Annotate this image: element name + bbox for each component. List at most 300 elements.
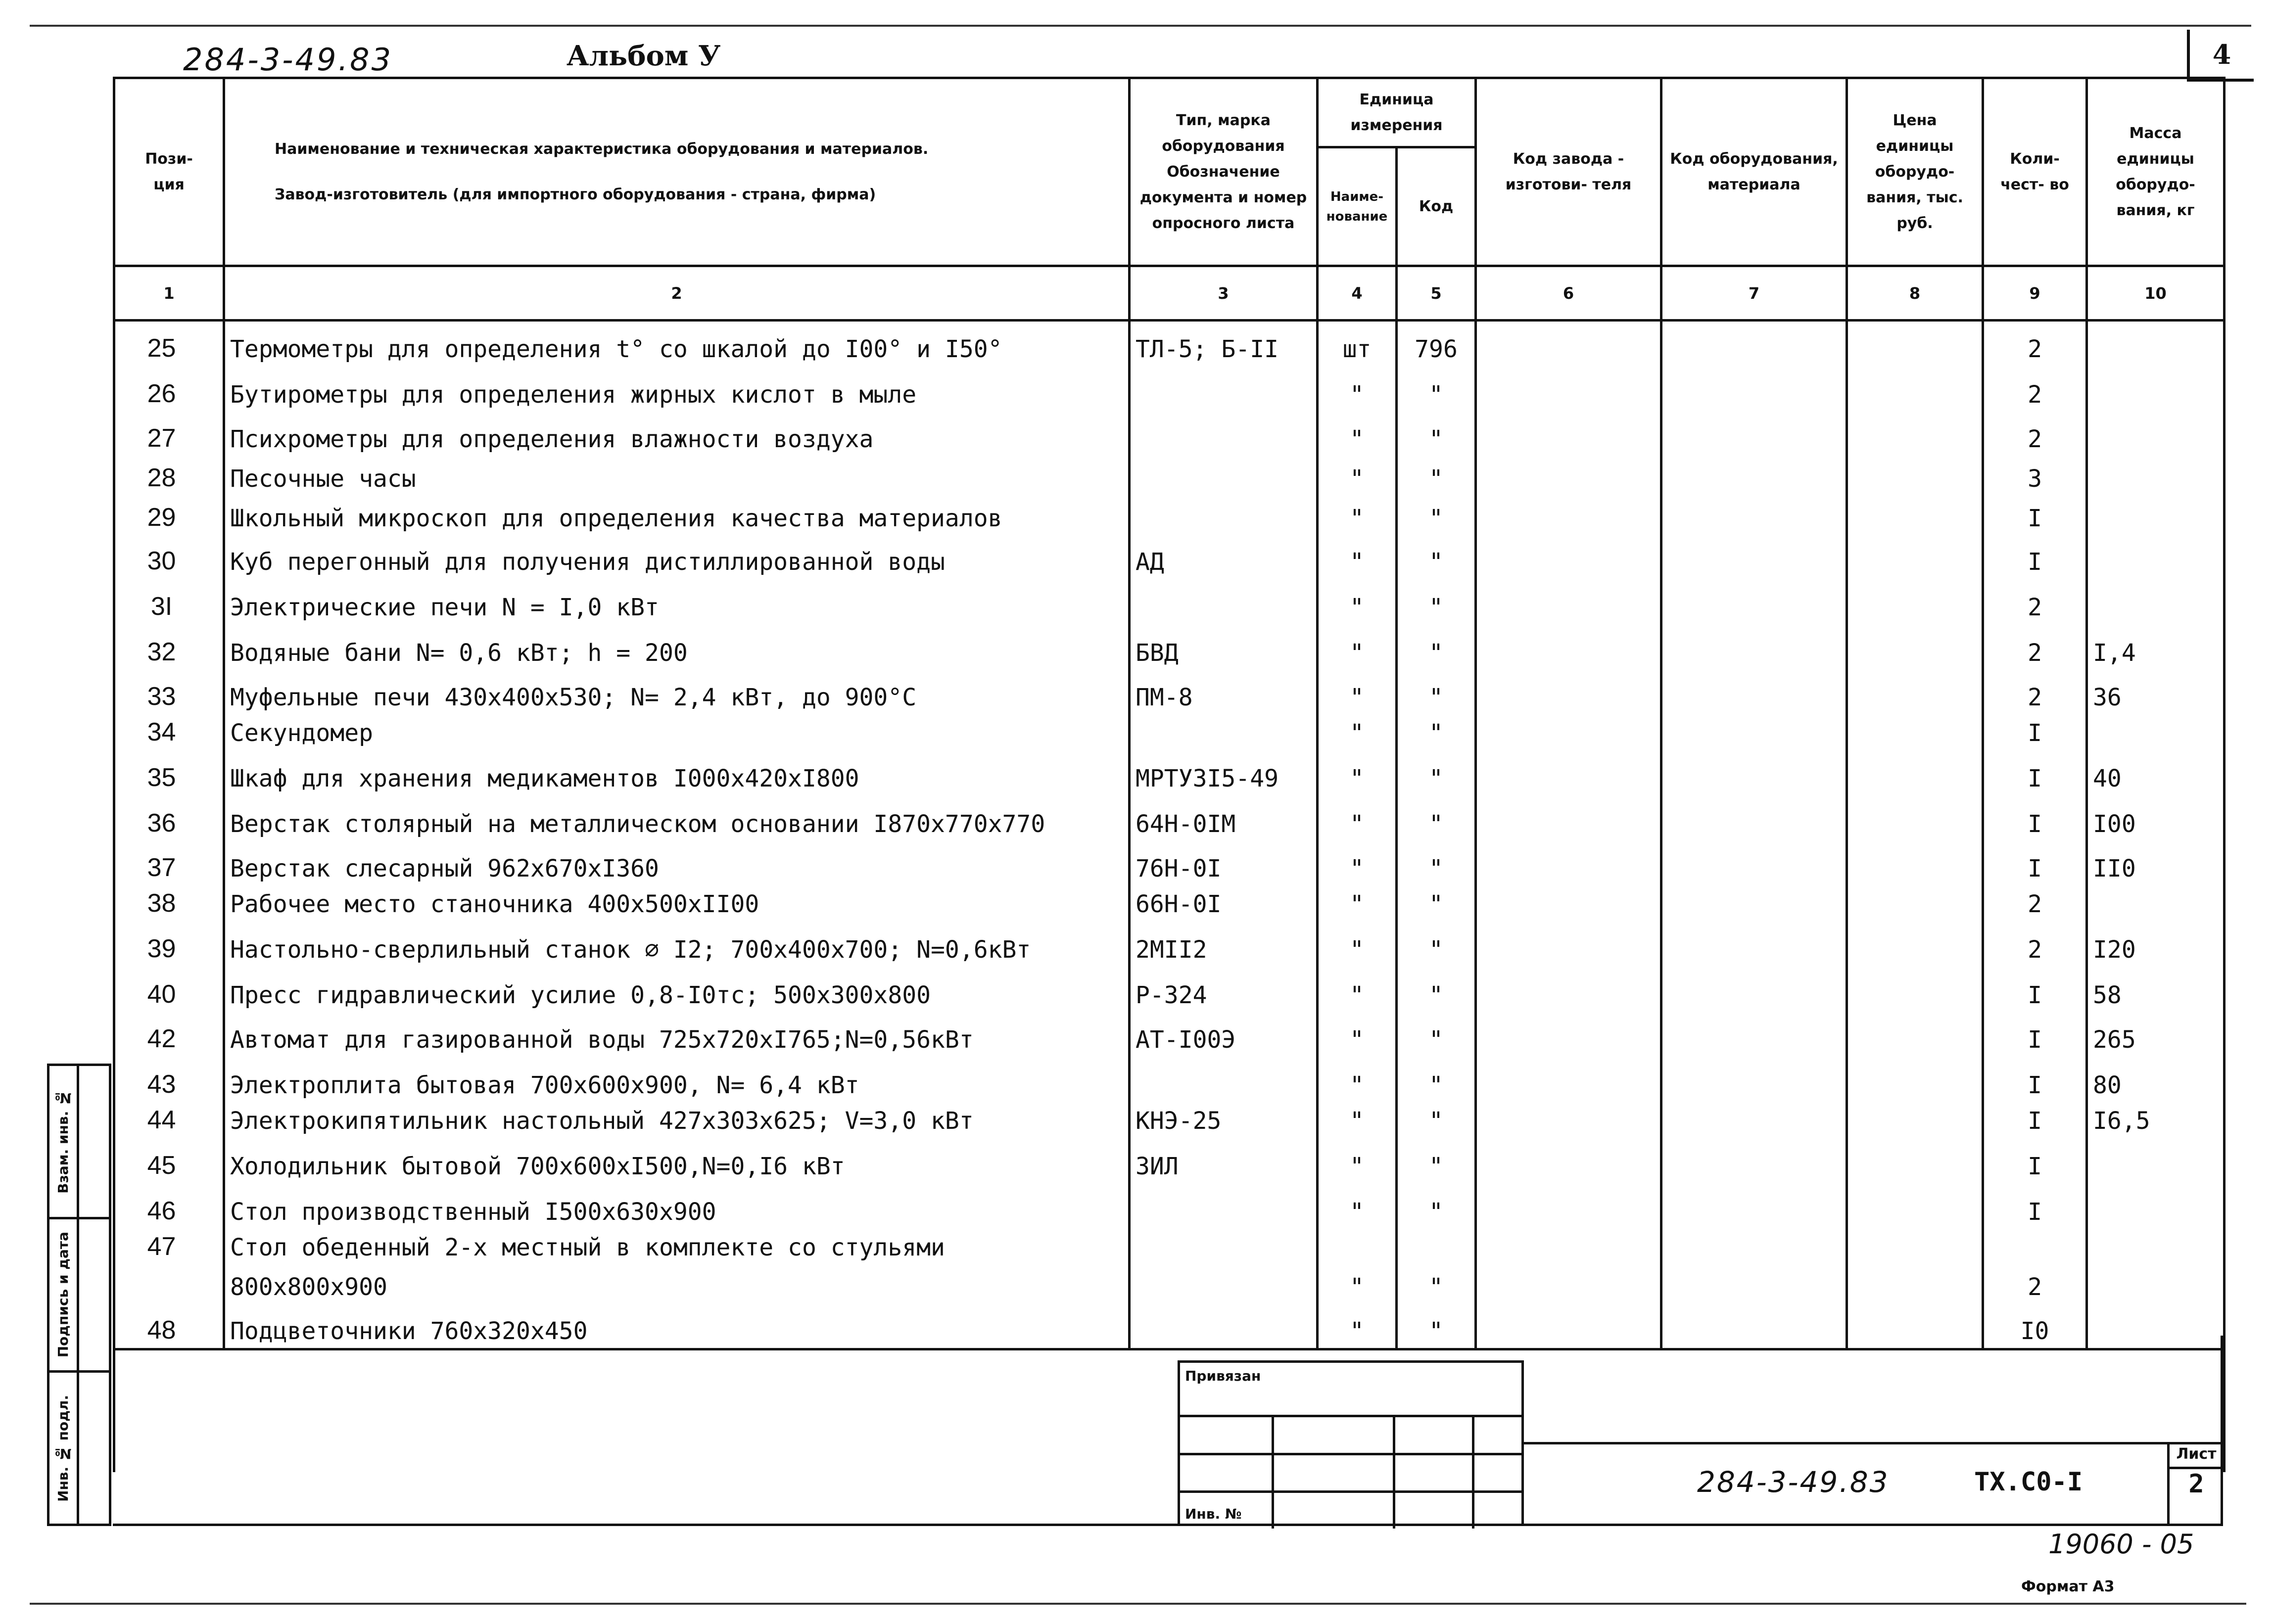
row-position: 37: [114, 841, 224, 885]
row-position: 26: [114, 366, 224, 412]
original-inv-label: Инв. № подл.: [55, 1394, 71, 1502]
attached-label: Привязан: [1185, 1368, 1261, 1384]
row-unit-code: ": [1397, 795, 1476, 841]
column-number: 9: [1983, 266, 2087, 321]
row-name: Муфельные печи 430x400x530; N= 2,4 кВт, до 900°С: [224, 670, 1130, 714]
row-unit-code: ": [1397, 412, 1476, 456]
row-name: Пресс гидравлический усилие 0,8-I0тс; 500x300x800: [224, 967, 1130, 1012]
row-price: [1847, 670, 1983, 714]
row-unit-code: 796: [1397, 321, 1476, 366]
header-position: Пози- ция: [114, 78, 224, 266]
row-equipment-code: [1661, 1229, 1847, 1264]
row-quantity: 3: [1983, 456, 2087, 496]
row-unit-code: ": [1397, 1304, 1476, 1349]
specification-table: [113, 77, 2226, 1472]
row-mass: [2087, 1229, 2225, 1264]
row-position: [114, 1264, 224, 1304]
row-type: 66Н-0I: [1130, 885, 1318, 921]
row-unit: ": [1318, 714, 1397, 750]
row-name: Шкаф для хранения медикаментов I000x420xI800: [224, 750, 1130, 795]
side-stamp-cell: [49, 1066, 77, 1219]
row-factory-code: [1476, 1012, 1661, 1057]
row-unit: ": [1318, 1138, 1397, 1183]
sheet-number-cell: [2167, 1442, 2223, 1526]
header-price: Цена единицы оборудо- вания, тыс. руб.: [1847, 78, 1983, 266]
row-factory-code: [1476, 535, 1661, 579]
row-unit-code: ": [1397, 456, 1476, 496]
table-row: [114, 456, 2225, 496]
table-row: [114, 795, 2225, 841]
row-unit: ": [1318, 750, 1397, 795]
side-stamp-cell: [49, 1373, 77, 1524]
row-quantity: 2: [1983, 885, 2087, 921]
table-row: [114, 412, 2225, 456]
inventory-number-label: Инв. №: [1185, 1506, 1242, 1522]
row-quantity: I: [1983, 967, 2087, 1012]
row-name: Бутирометры для определения жирных кислот в мыле: [224, 366, 1130, 412]
row-position: 25: [114, 321, 224, 366]
archive-number: 19060 - 05: [2048, 1529, 2194, 1560]
row-position: 30: [114, 535, 224, 579]
row-equipment-code: [1661, 321, 1847, 366]
row-type: ЗИЛ: [1130, 1138, 1318, 1183]
row-equipment-code: [1661, 1138, 1847, 1183]
row-quantity: I: [1983, 750, 2087, 795]
row-price: [1847, 321, 1983, 366]
row-position: 35: [114, 750, 224, 795]
row-unit-code: ": [1397, 1102, 1476, 1138]
header-equipment-code: Код оборудования, материала: [1661, 78, 1847, 266]
row-price: [1847, 795, 1983, 841]
row-unit-code: ": [1397, 1183, 1476, 1229]
row-position: 39: [114, 921, 224, 967]
side-stamp-cell: [49, 1219, 77, 1373]
row-type: [1130, 579, 1318, 624]
row-factory-code: [1476, 579, 1661, 624]
row-position: 45: [114, 1138, 224, 1183]
row-mass: [2087, 714, 2225, 750]
header-type: Тип, марка оборудования Обозначение документа и номер опросного листа: [1130, 78, 1318, 266]
row-name: Настольно-сверлильный станок ∅ I2; 700x400x700; N=0,6кВт: [224, 921, 1130, 967]
row-position: 44: [114, 1102, 224, 1138]
row-quantity: I: [1983, 1183, 2087, 1229]
column-number: 10: [2087, 266, 2225, 321]
row-price: [1847, 1304, 1983, 1349]
row-factory-code: [1476, 624, 1661, 670]
row-unit-code: ": [1397, 535, 1476, 579]
header-description: Наименование и техническая характеристика оборудования и материалов. Завод-изготовитель (для импортного оборудования - страна, фирма): [224, 78, 1130, 266]
title-block-mark: ТХ.С0-I: [1974, 1467, 2083, 1497]
row-equipment-code: [1661, 412, 1847, 456]
row-quantity: I: [1983, 841, 2087, 885]
table-row: [114, 321, 2225, 366]
row-equipment-code: [1661, 456, 1847, 496]
title-block-line: [1524, 1442, 2223, 1444]
row-equipment-code: [1661, 1183, 1847, 1229]
row-equipment-code: [1661, 714, 1847, 750]
row-type: ТЛ-5; Б-II: [1130, 321, 1318, 366]
row-factory-code: [1476, 496, 1661, 535]
row-type: АД: [1130, 535, 1318, 579]
table-row: [114, 535, 2225, 579]
table-row: [114, 750, 2225, 795]
row-unit: ": [1318, 456, 1397, 496]
row-quantity: 2: [1983, 579, 2087, 624]
row-quantity: I: [1983, 795, 2087, 841]
header-unit-group: Единица измерения: [1318, 78, 1476, 147]
row-equipment-code: [1661, 1012, 1847, 1057]
row-price: [1847, 1057, 1983, 1102]
row-mass: [2087, 535, 2225, 579]
row-equipment-code: [1661, 795, 1847, 841]
row-name: Рабочее место станочника 400x500xII00: [224, 885, 1130, 921]
row-quantity: I: [1983, 714, 2087, 750]
row-mass: [2087, 579, 2225, 624]
row-unit: ": [1318, 535, 1397, 579]
row-mass: [2087, 456, 2225, 496]
row-unit: шт: [1318, 321, 1397, 366]
table-filler-cell: [114, 1349, 2225, 1473]
row-price: [1847, 456, 1983, 496]
row-mass: I,4: [2087, 624, 2225, 670]
row-factory-code: [1476, 1138, 1661, 1183]
row-mass: [2087, 366, 2225, 412]
row-position: 29: [114, 496, 224, 535]
column-number: 5: [1397, 266, 1476, 321]
header-factory-code: Код завода - изготови- теля: [1476, 78, 1661, 266]
row-type: [1130, 1304, 1318, 1349]
row-unit: ": [1318, 795, 1397, 841]
row-position: 43: [114, 1057, 224, 1102]
row-mass: [2087, 1304, 2225, 1349]
row-unit-code: ": [1397, 1057, 1476, 1102]
row-unit: ": [1318, 624, 1397, 670]
column-number: 3: [1130, 266, 1318, 321]
row-unit: ": [1318, 841, 1397, 885]
row-unit-code: ": [1397, 1138, 1476, 1183]
row-price: [1847, 496, 1983, 535]
row-price: [1847, 1264, 1983, 1304]
row-mass: I00: [2087, 795, 2225, 841]
sheet-number: 2: [2188, 1469, 2204, 1499]
row-name: Секундомер: [224, 714, 1130, 750]
header-unit-code: Код: [1397, 147, 1476, 266]
row-name: Стол производственный I500x630x900: [224, 1183, 1130, 1229]
row-position: 36: [114, 795, 224, 841]
row-unit-code: ": [1397, 1264, 1476, 1304]
row-name: Автомат для газированной воды 725x720xI765;N=0,56кВт: [224, 1012, 1130, 1057]
row-quantity: 2: [1983, 412, 2087, 456]
row-unit-code: [1397, 1229, 1476, 1264]
row-type: [1130, 1229, 1318, 1264]
row-unit-code: ": [1397, 366, 1476, 412]
row-equipment-code: [1661, 670, 1847, 714]
row-price: [1847, 624, 1983, 670]
row-factory-code: [1476, 1264, 1661, 1304]
row-type: [1130, 1264, 1318, 1304]
row-price: [1847, 579, 1983, 624]
row-unit-code: ": [1397, 841, 1476, 885]
row-unit: ": [1318, 366, 1397, 412]
row-name: Песочные часы: [224, 456, 1130, 496]
row-price: [1847, 750, 1983, 795]
column-number: 6: [1476, 266, 1661, 321]
row-mass: [2087, 1183, 2225, 1229]
row-name: Куб перегонный для получения дистиллированной воды: [224, 535, 1130, 579]
paper-format: Формат А3: [2021, 1578, 2115, 1595]
row-position: 32: [114, 624, 224, 670]
side-stamp-labels: [49, 1066, 79, 1524]
side-stamp-blank: [79, 1066, 109, 1219]
row-price: [1847, 366, 1983, 412]
row-price: [1847, 714, 1983, 750]
side-stamp-blank-cells: [79, 1066, 109, 1524]
bottom-border-line: [30, 1603, 2246, 1605]
table-row: [114, 1012, 2225, 1057]
replacement-inv-label: Взам. инв. №: [55, 1089, 71, 1194]
row-quantity: 2: [1983, 321, 2087, 366]
row-factory-code: [1476, 841, 1661, 885]
row-quantity: I: [1983, 1057, 2087, 1102]
row-equipment-code: [1661, 885, 1847, 921]
row-equipment-code: [1661, 921, 1847, 967]
row-factory-code: [1476, 456, 1661, 496]
bottom-frame-line: [113, 1524, 2223, 1526]
row-position: 28: [114, 456, 224, 496]
table-row: [114, 579, 2225, 624]
row-unit-code: ": [1397, 1012, 1476, 1057]
top-border-line: [30, 25, 2251, 27]
row-name: Холодильник бытовой 700x600xI500,N=0,I6 кВт: [224, 1138, 1130, 1183]
table-row: [114, 1264, 2225, 1304]
table-row: [114, 496, 2225, 535]
row-unit: ": [1318, 412, 1397, 456]
row-price: [1847, 921, 1983, 967]
row-factory-code: [1476, 885, 1661, 921]
table-row: [114, 366, 2225, 412]
row-price: [1847, 1229, 1983, 1264]
row-price: [1847, 1183, 1983, 1229]
column-number: 2: [224, 266, 1130, 321]
row-unit: ": [1318, 670, 1397, 714]
table-row: [114, 1138, 2225, 1183]
row-price: [1847, 841, 1983, 885]
row-unit: [1318, 1229, 1397, 1264]
row-unit: ": [1318, 579, 1397, 624]
table-row: [114, 921, 2225, 967]
row-price: [1847, 967, 1983, 1012]
table-row: [114, 1183, 2225, 1229]
row-name: Школьный микроскоп для определения качества материалов: [224, 496, 1130, 535]
row-equipment-code: [1661, 624, 1847, 670]
row-mass: I20: [2087, 921, 2225, 967]
row-quantity: I: [1983, 1138, 2087, 1183]
row-factory-code: [1476, 921, 1661, 967]
row-quantity: 2: [1983, 670, 2087, 714]
table-row: [114, 1229, 2225, 1264]
row-position: 40: [114, 967, 224, 1012]
row-equipment-code: [1661, 750, 1847, 795]
table-row: [114, 714, 2225, 750]
row-equipment-code: [1661, 1264, 1847, 1304]
album-label: Альбом У: [567, 40, 721, 72]
row-type: БВД: [1130, 624, 1318, 670]
row-quantity: I: [1983, 1102, 2087, 1138]
document-code: 284-3-49.83: [183, 42, 393, 78]
table-row: [114, 1057, 2225, 1102]
row-unit-code: ": [1397, 885, 1476, 921]
row-factory-code: [1476, 750, 1661, 795]
row-quantity: I: [1983, 496, 2087, 535]
row-type: МРТУ3I5-49: [1130, 750, 1318, 795]
row-price: [1847, 885, 1983, 921]
table-row: [114, 967, 2225, 1012]
row-quantity: I: [1983, 535, 2087, 579]
row-equipment-code: [1661, 1102, 1847, 1138]
row-mass: I6,5: [2087, 1102, 2225, 1138]
row-position: 48: [114, 1304, 224, 1349]
row-price: [1847, 1138, 1983, 1183]
column-number: 8: [1847, 266, 1983, 321]
row-unit: ": [1318, 967, 1397, 1012]
right-frame-line: [2221, 1336, 2223, 1526]
row-name: Подцветочники 760x320x450: [224, 1304, 1130, 1349]
row-factory-code: [1476, 412, 1661, 456]
row-unit: ": [1318, 496, 1397, 535]
row-mass: II0: [2087, 841, 2225, 885]
row-quantity: 2: [1983, 366, 2087, 412]
table-row: [114, 885, 2225, 921]
table-row: [114, 1102, 2225, 1138]
row-type: [1130, 1057, 1318, 1102]
row-equipment-code: [1661, 535, 1847, 579]
row-factory-code: [1476, 1057, 1661, 1102]
row-equipment-code: [1661, 967, 1847, 1012]
row-unit-code: ": [1397, 496, 1476, 535]
row-mass: [2087, 412, 2225, 456]
row-type: 64Н-0IМ: [1130, 795, 1318, 841]
row-mass: [2087, 1138, 2225, 1183]
row-type: АТ-I00Э: [1130, 1012, 1318, 1057]
row-unit-code: ": [1397, 714, 1476, 750]
row-position: 33: [114, 670, 224, 714]
row-unit-code: ": [1397, 670, 1476, 714]
row-name: Верстак слесарный 962x670xI360: [224, 841, 1130, 885]
row-mass: 40: [2087, 750, 2225, 795]
row-price: [1847, 412, 1983, 456]
attachment-stamp: [1178, 1360, 1524, 1526]
row-mass: [2087, 1264, 2225, 1304]
row-unit: ": [1318, 1102, 1397, 1138]
table-row: [114, 1304, 2225, 1349]
row-factory-code: [1476, 1304, 1661, 1349]
row-factory-code: [1476, 795, 1661, 841]
row-unit-code: ": [1397, 579, 1476, 624]
row-mass: [2087, 321, 2225, 366]
row-equipment-code: [1661, 1057, 1847, 1102]
row-unit: ": [1318, 1012, 1397, 1057]
row-quantity: 2: [1983, 921, 2087, 967]
row-unit-code: ": [1397, 750, 1476, 795]
row-type: [1130, 496, 1318, 535]
row-factory-code: [1476, 670, 1661, 714]
row-type: КНЭ-25: [1130, 1102, 1318, 1138]
row-position: 3I: [114, 579, 224, 624]
row-name: Электрокипятильник настольный 427x303x625; V=3,0 кВт: [224, 1102, 1130, 1138]
row-name: Водяные бани N= 0,6 кВт; h = 200: [224, 624, 1130, 670]
side-stamp-blank: [79, 1219, 109, 1373]
column-number: 7: [1661, 266, 1847, 321]
row-unit: ": [1318, 1304, 1397, 1349]
header-unit-name: Наиме-нование: [1318, 147, 1397, 266]
sheet-corner-number: 4: [2187, 30, 2254, 82]
row-price: [1847, 1102, 1983, 1138]
row-type: Р-324: [1130, 967, 1318, 1012]
row-type: 76Н-0I: [1130, 841, 1318, 885]
row-factory-code: [1476, 714, 1661, 750]
row-position: 27: [114, 412, 224, 456]
table-body: [114, 321, 2225, 1473]
row-unit: ": [1318, 1264, 1397, 1304]
row-type: [1130, 1183, 1318, 1229]
row-type: [1130, 412, 1318, 456]
row-equipment-code: [1661, 496, 1847, 535]
header-quantity: Коли- чест- во: [1983, 78, 2087, 266]
row-type: ПМ-8: [1130, 670, 1318, 714]
row-quantity: 2: [1983, 624, 2087, 670]
row-position: 46: [114, 1183, 224, 1229]
row-type: [1130, 366, 1318, 412]
sheet-label: Лист: [2170, 1442, 2223, 1469]
side-margin-stamp: [47, 1064, 111, 1526]
row-mass: 36: [2087, 670, 2225, 714]
row-factory-code: [1476, 1102, 1661, 1138]
row-unit-code: ": [1397, 967, 1476, 1012]
row-equipment-code: [1661, 1304, 1847, 1349]
row-quantity: I: [1983, 1012, 2087, 1057]
row-price: [1847, 1012, 1983, 1057]
column-number: 4: [1318, 266, 1397, 321]
row-mass: 58: [2087, 967, 2225, 1012]
row-quantity: I0: [1983, 1304, 2087, 1349]
row-quantity: [1983, 1229, 2087, 1264]
row-name: 800x800x900: [224, 1264, 1130, 1304]
row-unit: ": [1318, 885, 1397, 921]
side-stamp-blank: [79, 1373, 109, 1524]
row-position: 38: [114, 885, 224, 921]
row-position: 47: [114, 1229, 224, 1264]
header-mass: Масса единицы оборудо- вания, кг: [2087, 78, 2225, 266]
row-name: Верстак столярный на металлическом основании I870x770x770: [224, 795, 1130, 841]
row-unit: ": [1318, 1057, 1397, 1102]
row-factory-code: [1476, 366, 1661, 412]
row-name: Термометры для определения t° со шкалой до I00° и I50°: [224, 321, 1130, 366]
row-name: Психрометры для определения влажности воздуха: [224, 412, 1130, 456]
row-unit-code: ": [1397, 624, 1476, 670]
row-equipment-code: [1661, 579, 1847, 624]
row-unit: ": [1318, 1183, 1397, 1229]
row-unit: ": [1318, 921, 1397, 967]
row-factory-code: [1476, 1183, 1661, 1229]
row-type: [1130, 714, 1318, 750]
table-row: [114, 670, 2225, 714]
row-position: 34: [114, 714, 224, 750]
row-price: [1847, 535, 1983, 579]
row-equipment-code: [1661, 366, 1847, 412]
row-position: 42: [114, 1012, 224, 1057]
table-row: [114, 841, 2225, 885]
row-name: Электроплита бытовая 700x600x900, N= 6,4 кВт: [224, 1057, 1130, 1102]
